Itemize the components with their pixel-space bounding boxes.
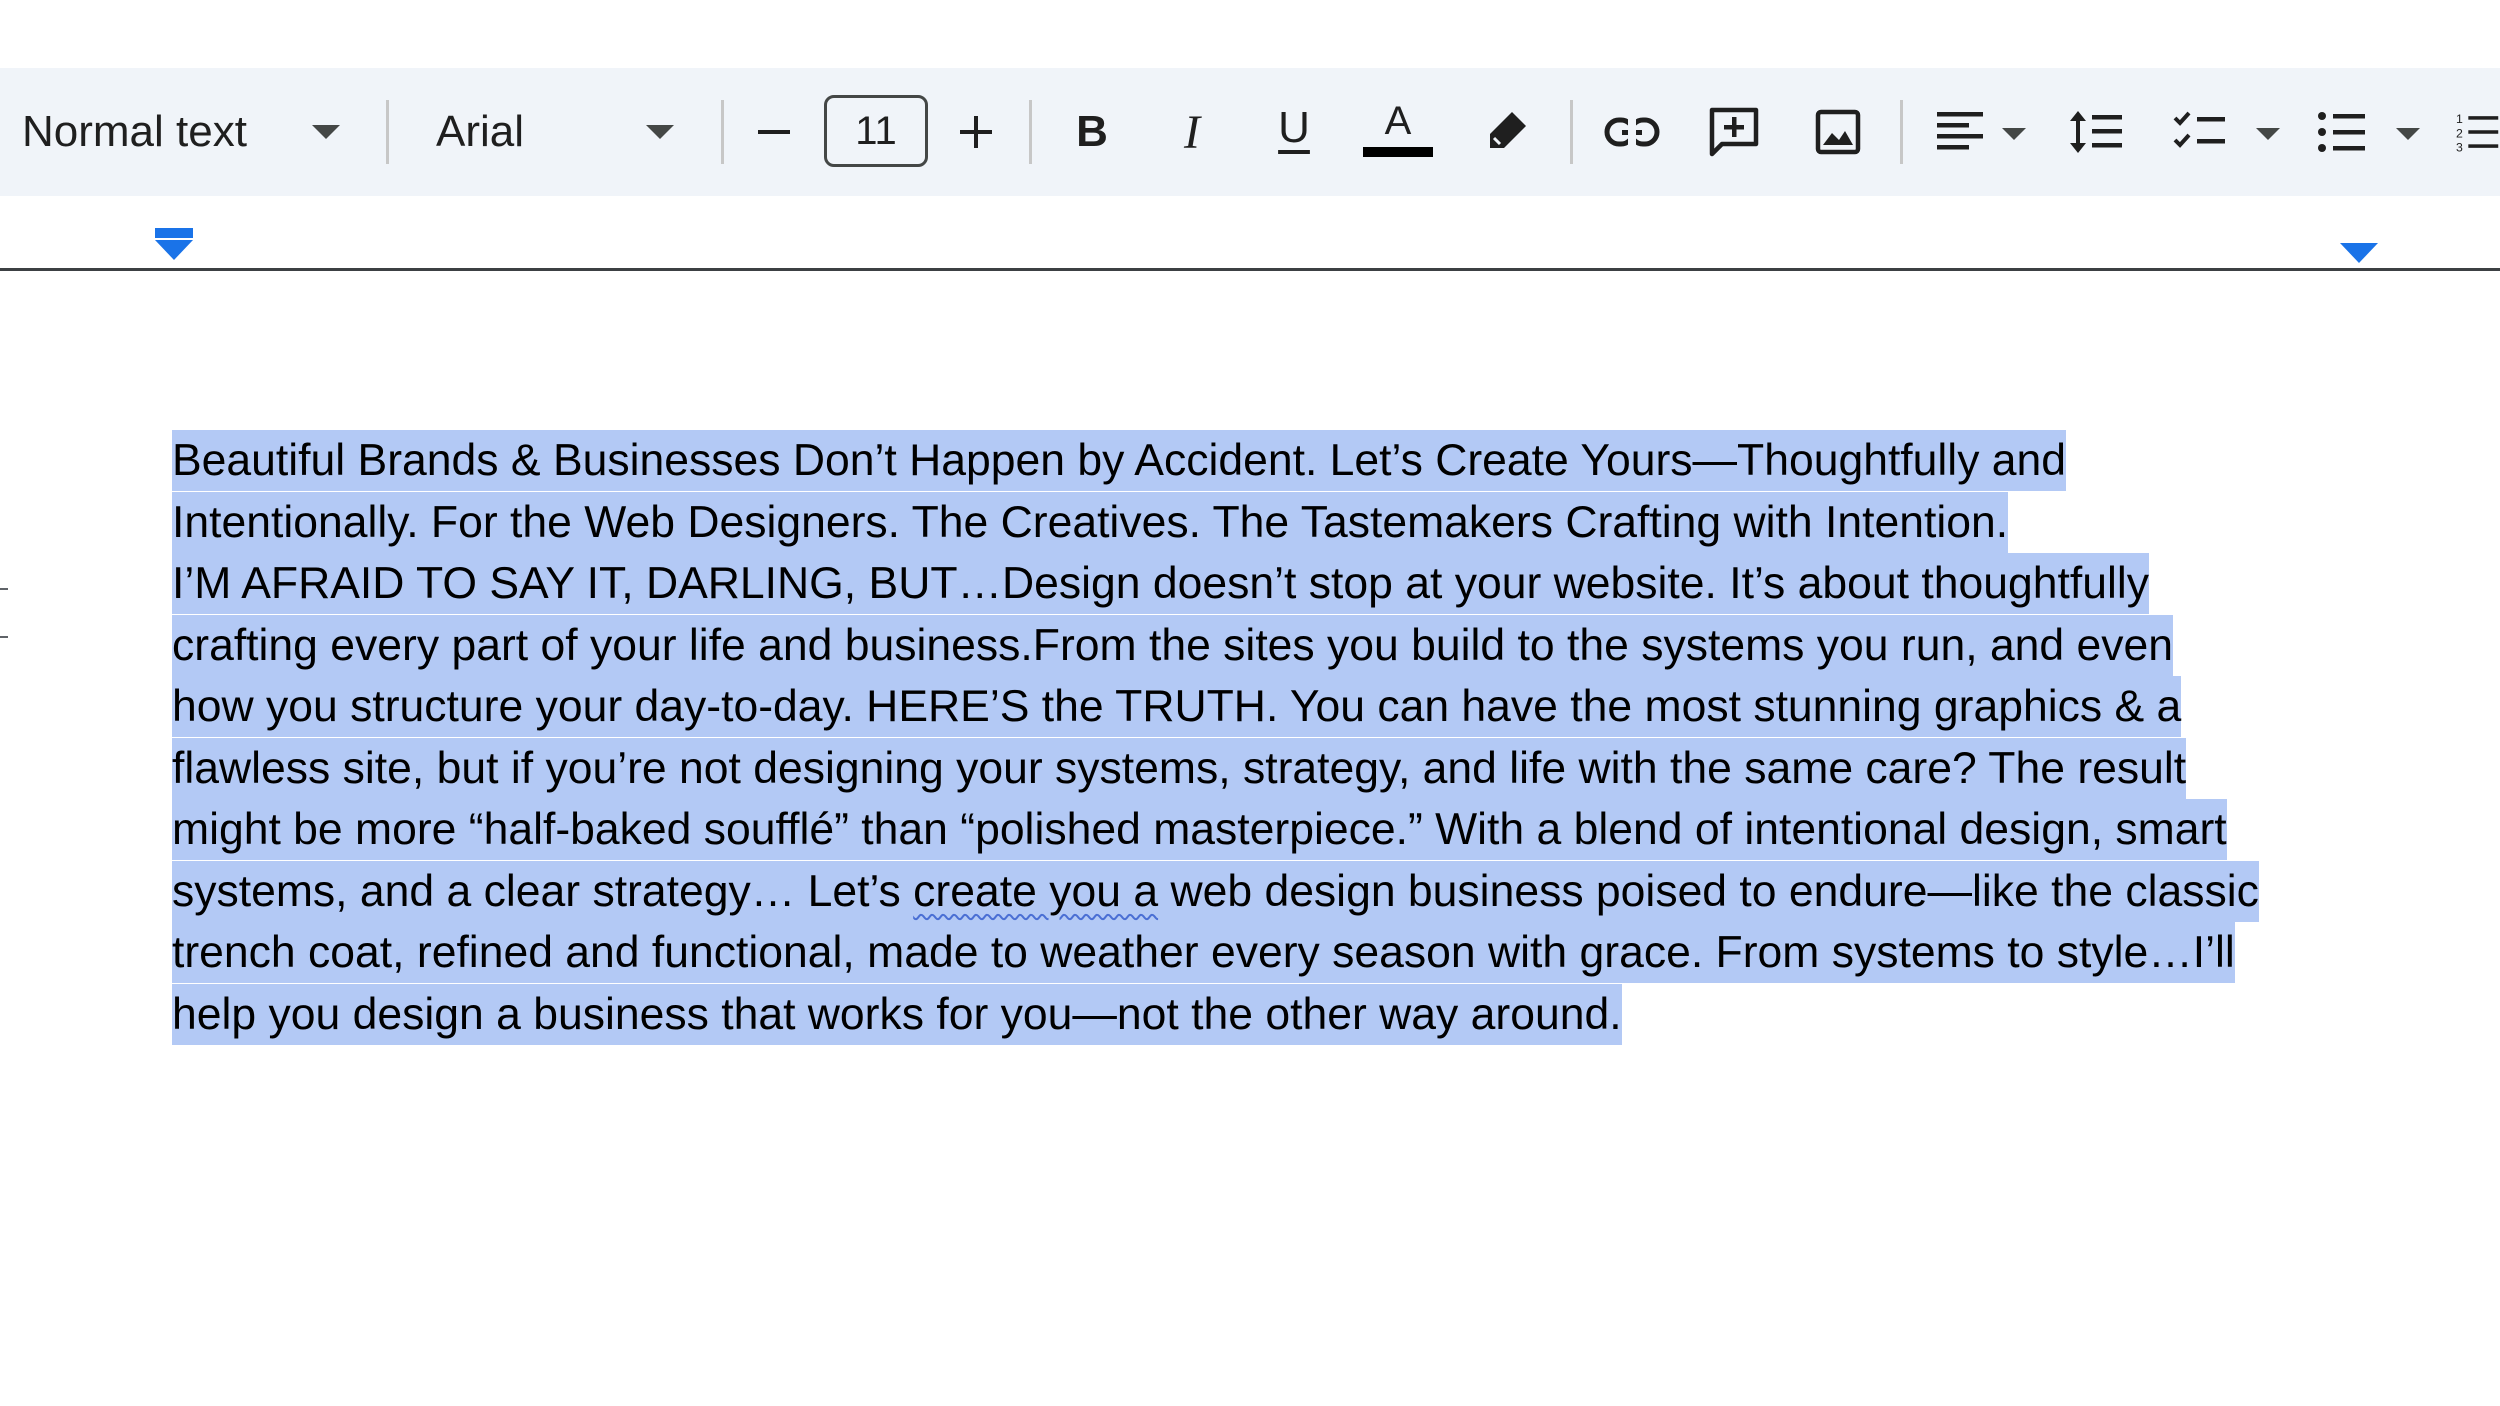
font-family-label: Arial — [436, 107, 525, 156]
text-color-swatch — [1363, 147, 1433, 157]
align-left-icon — [1935, 110, 1985, 154]
chevron-down-icon[interactable] — [646, 125, 674, 139]
text-line — [172, 615, 2372, 677]
text-line — [172, 861, 2372, 923]
italic-button[interactable] — [1164, 100, 1220, 164]
svg-text:2: 2 — [2456, 126, 2463, 141]
underline-icon: U — [1278, 103, 1310, 152]
bold-button[interactable] — [1064, 100, 1120, 164]
decrease-font-size-button[interactable] — [750, 100, 798, 164]
bulleted-list-icon — [2317, 110, 2367, 154]
increase-font-size-button[interactable] — [952, 100, 1000, 164]
insert-image-icon — [1815, 109, 1861, 155]
selected-text: how you structure your day-to-day. HERE’S the TRUTH. You can have the most stunning graphics & a — [172, 676, 2181, 737]
toolbar-divider — [1570, 100, 1573, 164]
line-spacing-icon — [2068, 109, 2124, 155]
highlight-color-button[interactable] — [1478, 100, 1534, 164]
selected-text: help you design a business that works for you—not the other way around. — [172, 984, 1622, 1045]
selected-text: flawless site, but if you’re not designing your systems, strategy, and life with the same care? The result — [172, 738, 2186, 799]
svg-text:1: 1 — [2456, 112, 2463, 127]
add-comment-button[interactable] — [1704, 100, 1764, 164]
ruler-baseline — [0, 268, 2500, 271]
selected-text: trench coat, refined and functional, made to weather every season with grace. From systems to style…I’ll — [172, 922, 2235, 983]
ruler — [0, 196, 2500, 270]
toolbar-divider — [1029, 100, 1032, 164]
text-line — [172, 553, 2372, 615]
minus-icon — [756, 114, 792, 150]
text-color-icon: A — [1384, 99, 1412, 143]
chevron-down-icon[interactable] — [312, 125, 340, 139]
selected-text — [172, 861, 2259, 922]
plus-icon — [958, 114, 994, 150]
toolbar-divider — [721, 100, 724, 164]
align-button[interactable] — [1932, 100, 1988, 164]
bulleted-list-button[interactable] — [2314, 100, 2370, 164]
text-line — [172, 738, 2372, 800]
checklist-button[interactable] — [2172, 100, 2228, 164]
text-line — [172, 430, 2372, 492]
text-segment: systems, and a clear strategy… Let’s — [172, 866, 914, 916]
paragraph-style-label: Normal text — [22, 107, 247, 156]
add-comment-icon — [1708, 106, 1760, 158]
numbered-list-icon — [2456, 108, 2500, 156]
selected-text: Beautiful Brands & Businesses Don’t Happen by Accident. Let’s Create Yours—Thoughtfully and — [172, 430, 2066, 491]
margin-tick — [0, 636, 8, 638]
svg-text:3: 3 — [2456, 140, 2463, 155]
font-size-input[interactable]: 11 — [824, 95, 928, 167]
chevron-down-icon[interactable] — [2396, 128, 2420, 140]
insert-link-button[interactable] — [1602, 100, 1662, 164]
formatting-toolbar — [0, 68, 2500, 196]
highlight-icon — [1482, 108, 1530, 156]
margin-tick — [0, 588, 8, 590]
selected-text: crafting every part of your life and business.From the sites you build to the systems you run, and even — [172, 615, 2173, 676]
left-indent-marker[interactable] — [155, 240, 193, 260]
text-line — [172, 492, 2372, 554]
paragraph-style-select[interactable] — [22, 100, 352, 164]
link-icon — [1604, 116, 1660, 148]
text-segment: web design business poised to endure—like the classic — [1158, 866, 2259, 916]
italic-icon: I — [1184, 105, 1200, 159]
selected-text: I’M AFRAID TO SAY IT, DARLING, BUT…Design doesn’t stop at your website. It’s about thoughtfully — [172, 553, 2149, 614]
checklist-icon — [2173, 110, 2227, 154]
chevron-down-icon[interactable] — [2002, 128, 2026, 140]
bold-icon: B — [1076, 107, 1108, 156]
text-line — [172, 922, 2372, 984]
grammar-suggestion[interactable]: create you a — [913, 866, 1159, 916]
selected-text: Intentionally. For the Web Designers. The Creatives. The Tastemakers Crafting with Intention. — [172, 492, 2008, 553]
document-body[interactable] — [172, 430, 2372, 1045]
toolbar-divider — [386, 100, 389, 164]
first-line-indent-marker[interactable] — [155, 228, 193, 238]
line-spacing-button[interactable] — [2068, 100, 2124, 164]
text-color-button[interactable] — [1362, 96, 1434, 160]
numbered-list-button[interactable] — [2456, 100, 2500, 164]
text-line — [172, 984, 2372, 1046]
right-indent-marker[interactable] — [2340, 243, 2378, 263]
toolbar-divider — [1900, 100, 1903, 164]
text-line — [172, 676, 2372, 738]
chevron-down-icon[interactable] — [2256, 128, 2280, 140]
selected-text: might be more “half-baked soufflé” than “polished masterpiece.” With a blend of intentional design, smart — [172, 799, 2227, 860]
text-line — [172, 799, 2372, 861]
insert-image-button[interactable] — [1808, 100, 1868, 164]
underline-button[interactable] — [1266, 96, 1322, 160]
